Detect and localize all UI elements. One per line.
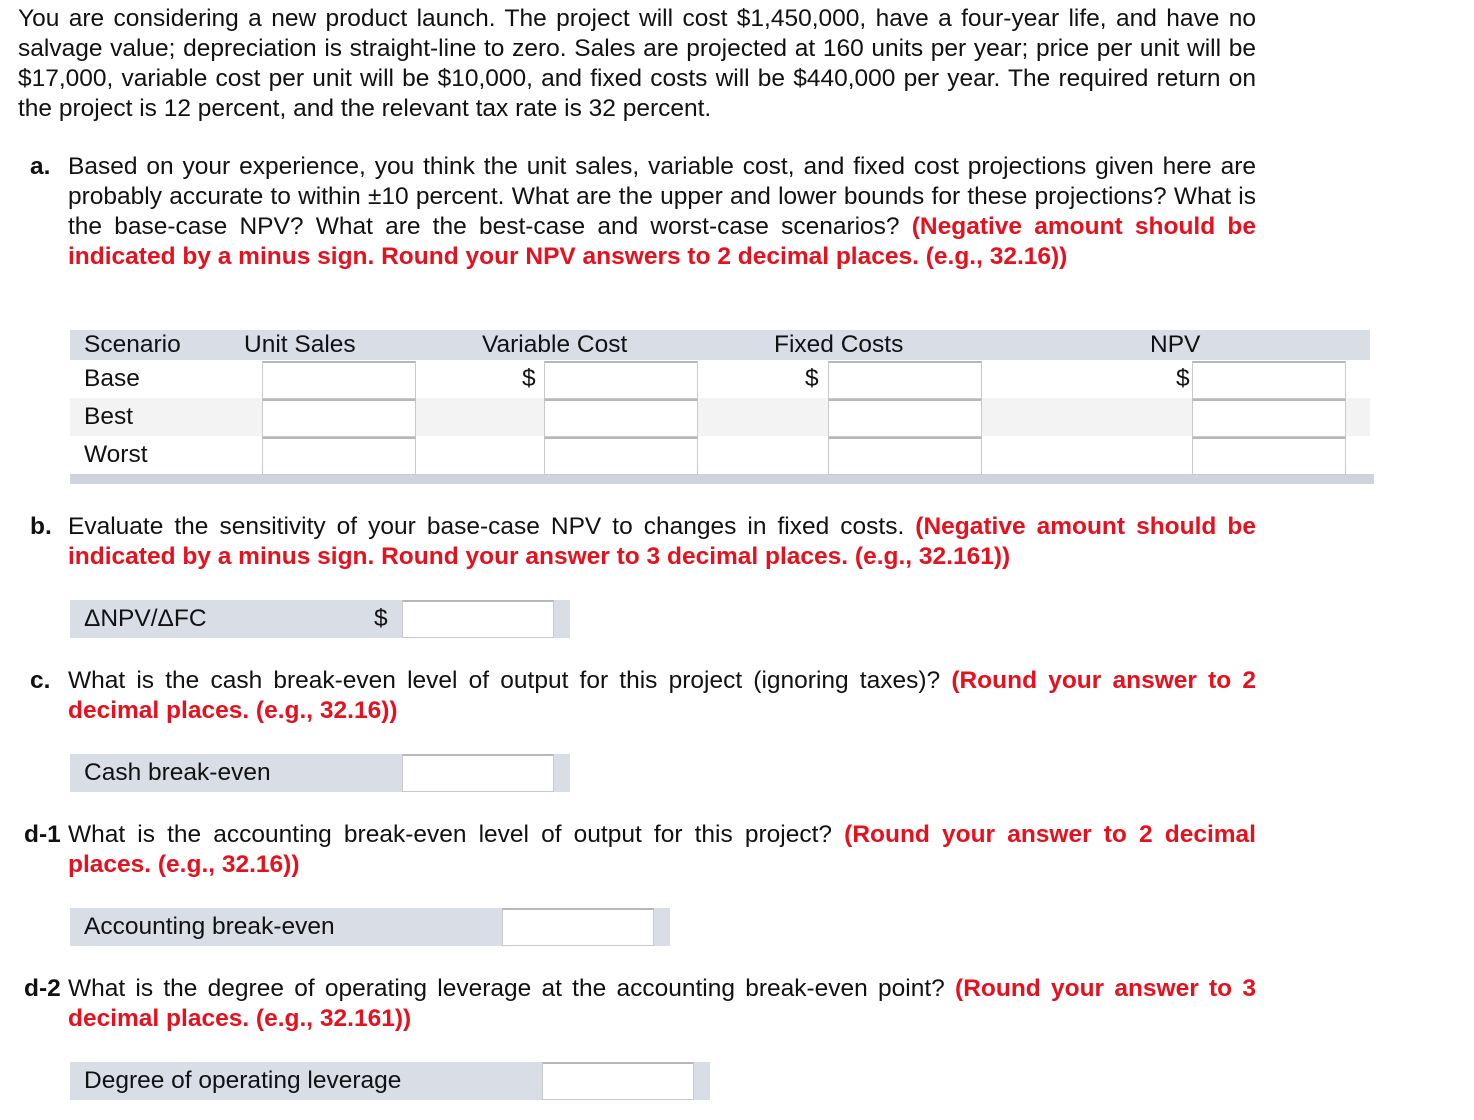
degree-operating-leverage-input[interactable] bbox=[542, 1062, 694, 1100]
row-label-worst: Worst bbox=[84, 441, 148, 468]
worst-unit-sales-input[interactable] bbox=[262, 437, 416, 475]
base-variable-cost-input[interactable] bbox=[544, 361, 698, 399]
question-b-label: b. bbox=[30, 513, 52, 540]
question-b bbox=[30, 512, 1256, 572]
row-label-best: Best bbox=[84, 403, 134, 430]
answer-d1-label: Accounting break-even bbox=[84, 913, 335, 940]
header-npv: NPV bbox=[1150, 331, 1201, 358]
worst-fixed-costs-input[interactable] bbox=[828, 437, 982, 475]
worst-variable-cost-input[interactable] bbox=[544, 437, 698, 475]
base-fixed-costs-currency: $ bbox=[805, 365, 819, 392]
base-fixed-costs-input[interactable] bbox=[828, 361, 982, 399]
question-b-text: Evaluate the sensitivity of your base-case NPV to changes in fixed costs. bbox=[68, 513, 905, 540]
question-d2-label: d-2 bbox=[24, 975, 61, 1002]
base-npv-input[interactable] bbox=[1192, 361, 1346, 399]
header-fixed-costs: Fixed Costs bbox=[774, 331, 904, 358]
table-bottom-bar bbox=[70, 474, 1374, 484]
accounting-break-even-input[interactable] bbox=[502, 908, 654, 946]
header-variable-cost: Variable Cost bbox=[482, 331, 628, 358]
answer-b-label: ΔNPV/ΔFC bbox=[84, 605, 207, 632]
header-unit-sales: Unit Sales bbox=[244, 331, 356, 358]
question-d1-label: d-1 bbox=[24, 821, 61, 848]
question-d2-text: What is the degree of operating leverage at the accounting break-even point? bbox=[68, 975, 945, 1002]
question-c-text: What is the cash break-even level of output for this project (ignoring taxes)? bbox=[68, 667, 941, 694]
answer-b-currency: $ bbox=[374, 605, 388, 632]
row-label-base: Base bbox=[84, 365, 140, 392]
header-scenario: Scenario bbox=[84, 331, 181, 358]
worst-npv-input[interactable] bbox=[1192, 437, 1346, 475]
base-variable-cost-currency: $ bbox=[522, 365, 536, 392]
answer-c-label: Cash break-even bbox=[84, 759, 271, 786]
question-d1-instruction: (Round your answer to 2 decimal places. (e.g., 32.16)) bbox=[68, 821, 1256, 878]
best-fixed-costs-input[interactable] bbox=[828, 399, 982, 437]
question-a bbox=[30, 152, 1256, 272]
question-b-instruction: (Negative amount should be indicated by a minus sign. Round your answer to 3 decimal places. (e.g., 32.161)) bbox=[68, 513, 1256, 570]
question-c-label: c. bbox=[30, 667, 51, 694]
cash-break-even-input[interactable] bbox=[402, 754, 554, 792]
base-npv-currency: $ bbox=[1176, 365, 1190, 392]
question-a-label: a. bbox=[30, 153, 51, 180]
question-d2 bbox=[24, 974, 1256, 1034]
best-variable-cost-input[interactable] bbox=[544, 399, 698, 437]
question-c-instruction: (Round your answer to 2 decimal places. (e.g., 32.16)) bbox=[68, 667, 1256, 724]
problem-intro: You are considering a new product launch. The project will cost $1,450,000, have a four-year life, and have no salvage value; depreciation is straight-line to zero. Sales are projected at 160 units per year; price per unit will be $17,000, variable cost per unit will be $10,000, and fixed costs will be $440,000 per year. The required return on the project is 12 percent, and the relevant tax rate is 32 percent. bbox=[18, 5, 1256, 122]
question-a-instruction: (Negative amount should be indicated by a minus sign. Round your NPV answers to 2 decimal places. (e.g., 32.16)) bbox=[68, 213, 1256, 270]
delta-npv-fc-input[interactable] bbox=[402, 600, 554, 638]
best-unit-sales-input[interactable] bbox=[262, 399, 416, 437]
question-a-text: Based on your experience, you think the unit sales, variable cost, and fixed cost projections given here are probably accurate to within ±10 percent. What are the upper and lower bounds for these projections? What is the base-case NPV? What are the best-case and worst-case scenarios? bbox=[68, 153, 1256, 240]
best-npv-input[interactable] bbox=[1192, 399, 1346, 437]
question-d2-instruction: (Round your answer to 3 decimal places. (e.g., 32.161)) bbox=[68, 975, 1257, 1032]
answer-d2-label: Degree of operating leverage bbox=[84, 1067, 402, 1094]
question-d1 bbox=[24, 820, 1256, 880]
question-c bbox=[30, 666, 1256, 726]
base-unit-sales-input[interactable] bbox=[262, 361, 416, 399]
question-d1-text: What is the accounting break-even level of output for this project? bbox=[68, 821, 833, 848]
